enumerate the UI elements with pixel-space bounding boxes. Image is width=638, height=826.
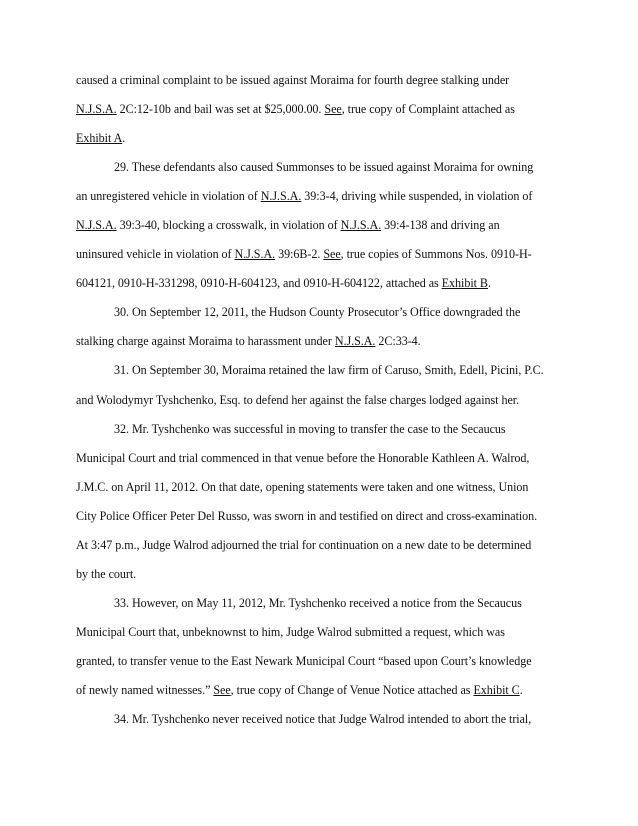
text-segment: , true copy of Change of Venue Notice attached as bbox=[230, 682, 474, 697]
text-segment: caused a criminal complaint to be issued against Moraima for fourth degree stalking under bbox=[76, 73, 510, 87]
underlined-text: N.J.S.A. bbox=[76, 218, 117, 233]
text-segment: granted, to transfer venue to the East Newark Municipal Court “based upon Court’s knowledge bbox=[76, 653, 532, 668]
text-line bbox=[76, 560, 576, 589]
text-line bbox=[76, 211, 576, 240]
text-segment: stalking charge against Moraima to harassment under bbox=[76, 334, 335, 349]
text-segment: 39:4-138 and driving an bbox=[381, 218, 500, 233]
text-segment: 32. Mr. Tyshchenko was successful in moving to transfer the case to the Secaucus bbox=[114, 421, 506, 436]
text-line bbox=[76, 531, 576, 560]
text-segment: 2C:12-10b and bail was set at $25,000.00. bbox=[116, 102, 325, 117]
underlined-text: N.J.S.A. bbox=[234, 247, 276, 262]
body-text bbox=[76, 66, 576, 734]
text-segment: and Wolodymyr Tyshchenko, Esq. to defend her against the false charges lodged against her. bbox=[76, 392, 520, 407]
underlined-text: N.J.S.A. bbox=[340, 218, 382, 233]
underlined-text: Exhibit B bbox=[441, 276, 488, 291]
text-segment: . bbox=[122, 131, 126, 146]
text-line bbox=[76, 618, 576, 647]
text-segment: 39:3-40, blocking a crosswalk, in violation of bbox=[116, 218, 341, 233]
underlined-text: See bbox=[323, 247, 341, 262]
underlined-text: N.J.S.A. bbox=[334, 334, 376, 349]
text-segment: J.M.C. on April 11, 2012. On that date, opening statements were taken and one witness, Union bbox=[76, 479, 529, 494]
underlined-text: N.J.S.A. bbox=[76, 102, 117, 117]
text-segment: 39:6B-2. bbox=[275, 247, 324, 262]
text-line bbox=[76, 298, 576, 327]
text-line bbox=[76, 415, 576, 444]
text-segment: . bbox=[487, 276, 491, 291]
text-line bbox=[76, 327, 576, 356]
text-line bbox=[76, 356, 576, 385]
text-line bbox=[76, 705, 576, 734]
text-line bbox=[76, 66, 576, 95]
text-line bbox=[76, 473, 576, 502]
text-line bbox=[76, 240, 576, 269]
text-segment: uninsured vehicle in violation of bbox=[76, 247, 235, 262]
underlined-text: See bbox=[213, 682, 231, 697]
text-line bbox=[76, 676, 576, 705]
text-segment: 31. On September 30, Moraima retained the law firm of Caruso, Smith, Edell, Picini, P.C. bbox=[114, 363, 544, 378]
text-segment: City Police Officer Peter Del Russo, was sworn in and testified on direct and cross-examination. bbox=[76, 508, 538, 523]
text-line bbox=[76, 386, 576, 415]
text-line bbox=[76, 444, 576, 473]
underlined-text: N.J.S.A. bbox=[260, 189, 302, 204]
text-segment: Municipal Court and trial commenced in that venue before the Honorable Kathleen A. Walrod, bbox=[76, 450, 530, 465]
text-segment: , true copy of Complaint attached as bbox=[341, 102, 515, 117]
text-segment: 604121, 0910-H-331298, 0910-H-604123, and 0910-H-604122, attached as bbox=[76, 276, 442, 291]
text-line bbox=[76, 502, 576, 531]
text-segment: 39:3-4, driving while suspended, in violation of bbox=[301, 189, 533, 204]
underlined-text: See bbox=[324, 102, 342, 117]
text-line bbox=[76, 153, 576, 182]
text-segment: Municipal Court that, unbeknownst to him, Judge Walrod submitted a request, which was bbox=[76, 624, 505, 639]
text-line bbox=[76, 647, 576, 676]
text-segment: by the court. bbox=[76, 566, 137, 581]
text-segment: an unregistered vehicle in violation of bbox=[76, 189, 261, 204]
text-line bbox=[76, 182, 576, 211]
text-segment: At 3:47 p.m., Judge Walrod adjourned the trial for continuation on a new date to be determined bbox=[76, 537, 532, 552]
text-segment: 33. However, on May 11, 2012, Mr. Tyshchenko received a notice from the Secaucus bbox=[114, 595, 522, 610]
underlined-text: Exhibit C bbox=[473, 682, 520, 697]
text-segment: 30. On September 12, 2011, the Hudson County Prosecutor’s Office downgraded the bbox=[114, 305, 521, 320]
text-line bbox=[76, 95, 576, 124]
text-segment: 2C:33-4. bbox=[375, 334, 421, 349]
text-line bbox=[76, 589, 576, 618]
underlined-text: Exhibit A bbox=[76, 131, 123, 146]
text-line bbox=[76, 269, 576, 298]
text-segment: of newly named witnesses.” bbox=[76, 682, 214, 697]
text-segment: 29. These defendants also caused Summonses to be issued against Moraima for owning bbox=[114, 160, 534, 175]
text-line bbox=[76, 124, 576, 153]
text-segment: , true copies of Summons Nos. 0910-H- bbox=[340, 247, 532, 262]
text-segment: 34. Mr. Tyshchenko never received notice that Judge Walrod intended to abort the trial, bbox=[114, 712, 532, 727]
text-segment: . bbox=[519, 682, 523, 697]
